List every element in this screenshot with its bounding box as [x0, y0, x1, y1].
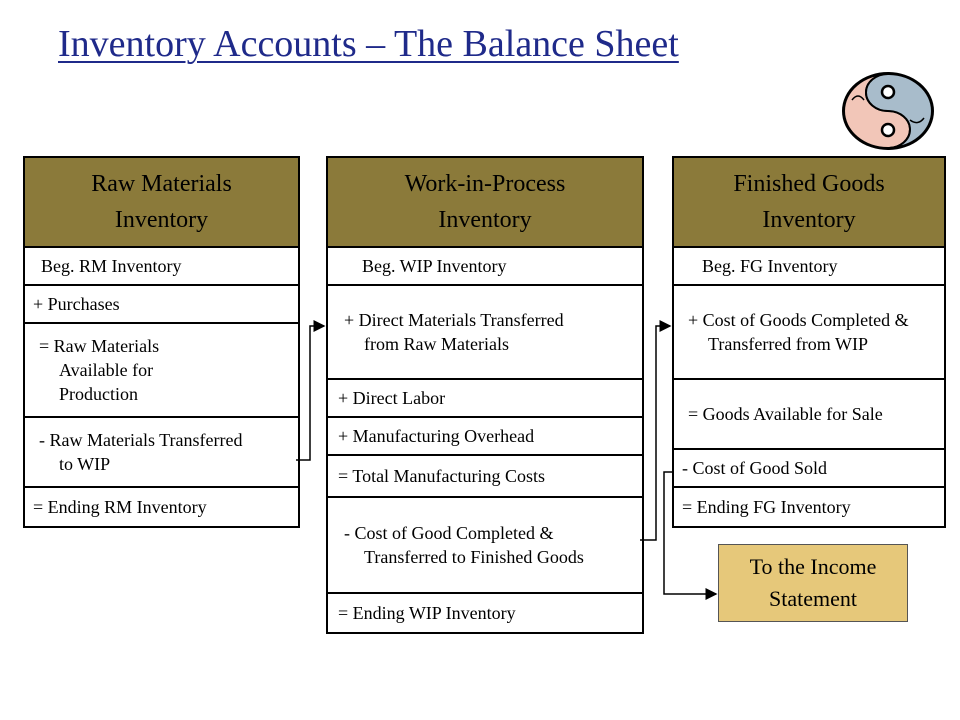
- rm-row-purchases: + Purchases: [25, 286, 298, 324]
- raw-materials-header-line1: Raw Materials: [91, 171, 232, 197]
- raw-materials-table: [23, 156, 300, 528]
- wip-row-total-costs: = Total Manufacturing Costs: [328, 456, 642, 498]
- wip-row-direct-labor: + Direct Labor: [328, 380, 642, 418]
- finished-goods-table: [672, 156, 946, 528]
- income-statement-box: [718, 544, 908, 622]
- rm-row-available: = Raw Materials Available for Production: [25, 324, 298, 418]
- wip-row-completed: - Cost of Good Completed & Transferred to Finished Goods: [328, 498, 642, 594]
- rm-row-ending: = Ending RM Inventory: [33, 497, 207, 517]
- fg-header-line1: Finished Goods: [733, 171, 885, 197]
- wip-table: [326, 156, 644, 634]
- wip-row-beginning: Beg. WIP Inventory: [328, 248, 642, 286]
- wip-row-direct-materials: + Direct Materials Transferred from Raw Materials: [328, 286, 642, 380]
- yin-yang-icon: [838, 70, 938, 152]
- wip-header: [328, 158, 642, 248]
- income-line2: Statement: [769, 586, 857, 611]
- wip-header-line2: Inventory: [438, 207, 532, 233]
- raw-materials-header-line2: Inventory: [114, 207, 209, 233]
- wip-to-fg-arrow: [640, 326, 670, 540]
- fg-row-ending: = Ending FG Inventory: [682, 497, 851, 517]
- fg-row-cost-completed: + Cost of Goods Completed & Transferred from WIP: [674, 286, 944, 380]
- fg-header: [674, 158, 944, 248]
- wip-header-line1: Work-in-Process: [404, 171, 566, 197]
- rm-to-wip-arrow: [296, 326, 324, 460]
- wip-row-overhead: + Manufacturing Overhead: [328, 418, 642, 456]
- fg-header-line2: Inventory: [762, 207, 856, 233]
- fg-row-beginning: Beg. FG Inventory: [674, 248, 944, 286]
- page-title: Inventory Accounts – The Balance Sheet: [58, 23, 679, 65]
- rm-row-transferred: - Raw Materials Transferred to WIP: [25, 418, 298, 488]
- raw-materials-header: [25, 158, 298, 248]
- fg-row-available: = Goods Available for Sale: [674, 380, 944, 450]
- income-line1: To the Income: [749, 554, 877, 579]
- wip-row-ending: = Ending WIP Inventory: [338, 603, 516, 623]
- fg-row-cogs: - Cost of Good Sold: [674, 450, 944, 488]
- rm-row-beginning: Beg. RM Inventory: [25, 248, 298, 286]
